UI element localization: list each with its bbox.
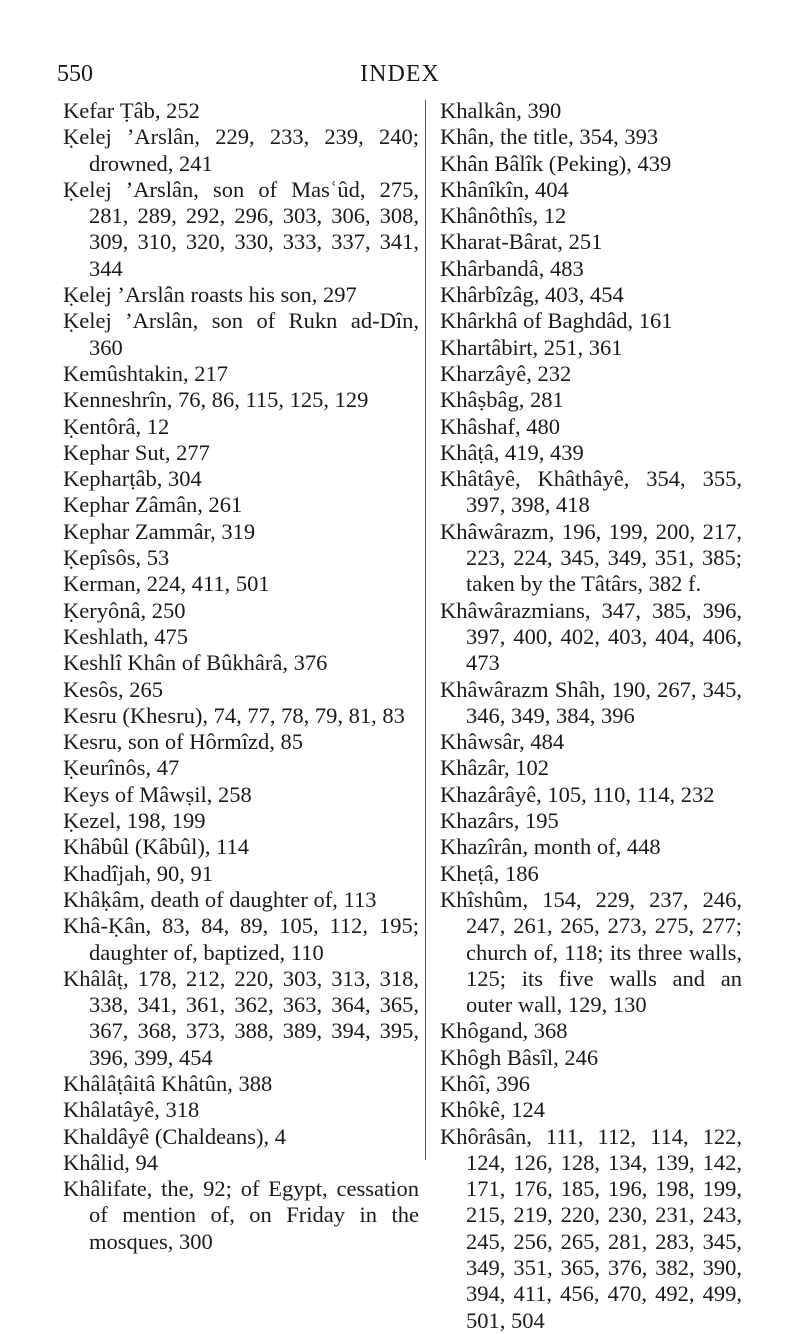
index-entry: Khâ-Ḳân, 83, 84, 89, 105, 112, 195; daughter of, baptized, 110: [63, 913, 419, 965]
index-entry: Khalkân, 390: [440, 98, 562, 123]
index-entry: Kefar Ṭâb, 252: [63, 98, 200, 123]
running-head: INDEX: [360, 61, 440, 87]
index-entry: Khârkhâ of Baghdâd, 161: [440, 308, 673, 334]
index-entry: Khâlâṭ, 178, 212, 220, 303, 313, 318, 338, 341, 361, 362, 363, 364, 365, 367, 368, 373, 388, 389, 394, 395, 396, 399, 454: [63, 965, 419, 1070]
index-entry: Khârbîzâg, 403, 454: [440, 282, 624, 308]
index-entry: Khânîkîn, 404: [440, 176, 569, 202]
index-entry: Kemûshtakin, 217: [63, 360, 228, 386]
index-entry: Keshlath, 475: [63, 623, 188, 649]
column-divider: [425, 100, 426, 1160]
index-entry: Kharzâyê, 232: [440, 360, 572, 386]
index-entry: Khâṣbâg, 281: [440, 387, 564, 413]
index-entry: Khân, the title, 354, 393: [440, 124, 659, 150]
index-entry: Khâlifate, the, 92; of Egypt, cessation of mention of, on Friday in the mosques, 300: [63, 1176, 419, 1254]
index-entry: Ḳelej ’Arslân, 229, 233, 239, 240; drowned, 241: [63, 124, 419, 176]
index-entry: Khâwârazm, 196, 199, 200, 217, 223, 224, 345, 349, 351, 385; taken by the Tâtârs, 382 f.: [440, 518, 742, 597]
index-entry: Ḳentôrâ, 12: [63, 413, 170, 439]
index-entry: Khôrâsân, 111, 112, 114, 122, 124, 126, 128, 134, 139, 142, 171, 176, 185, 196, 198, 199, 215, 219, 220, 230, 231, 243, 245, 256, 265, 281, 283, 345, 349, 351, 365, 376, 382, 390, 394, 411, 456, 470, 492, 499, 501, 504: [440, 1123, 742, 1333]
index-entry: Ḳeurînôs, 47: [63, 755, 180, 781]
index-column-right: [440, 98, 742, 1334]
index-entry: Kerman, 224, 411, 501: [63, 571, 270, 597]
index-entry: Khânôthîs, 12: [440, 203, 567, 229]
index-entry: Khazîrân, month of, 448: [440, 834, 661, 860]
index-column-left: [63, 98, 419, 1255]
index-entry: Ḳelej ’Arslân, son of Rukn ad-Dîn, 360: [63, 308, 419, 360]
index-entry: Khaldâyê (Chaldeans), 4: [63, 1123, 287, 1149]
index-entry: Khârbandâ, 483: [440, 255, 584, 281]
index-entry: Khartâbirt, 251, 361: [440, 334, 623, 360]
index-entry: Khâlid, 94: [63, 1149, 158, 1175]
index-entry: Kepharṭâb, 304: [63, 466, 202, 492]
index-entry: Ḳelej ’Arslân roasts his son, 297: [63, 282, 357, 308]
index-entry: Khâtâyê, Khâthâyê, 354, 355, 397, 398, 418: [440, 466, 742, 518]
index-entry: Kesôs, 265: [63, 676, 163, 702]
index-entry: Kharat-Bârat, 251: [440, 229, 603, 255]
index-entry: Khâlatâyê, 318: [63, 1097, 200, 1123]
page-number: 550: [57, 61, 93, 87]
index-entry: Khôkê, 124: [440, 1097, 545, 1123]
index-entry: Khâwârazmians, 347, 385, 396, 397, 400, 402, 403, 404, 406, 473: [440, 597, 742, 676]
index-entry: Kephar Zammâr, 319: [63, 518, 256, 544]
index-entry: Ḳelej ’Arslân, son of Masʿûd, 275, 281, 289, 292, 296, 303, 306, 308, 309, 310, 320, 330, 333, 337, 341, 344: [63, 176, 419, 281]
index-entry: Khâṭâ, 419, 439: [440, 439, 584, 465]
index-entry: Keys of Mâwṣil, 258: [63, 781, 252, 807]
index-entry: Kephar Zâmân, 261: [63, 492, 243, 518]
index-entry: Khôgand, 368: [440, 1018, 568, 1044]
index-entry: Kephar Sut, 277: [63, 439, 210, 465]
index-entry: Khadîjah, 90, 91: [63, 860, 213, 886]
index-entry: Khôî, 396: [440, 1070, 530, 1096]
index-entry: Khîshûm, 154, 229, 237, 246, 247, 261, 265, 273, 275, 277; church of, 118; its three walls, 125; its five walls and an outer wall, 129, 130: [440, 886, 742, 1018]
index-entry: Ḳezel, 198, 199: [63, 808, 206, 834]
index-entry: Khâwsâr, 484: [440, 729, 565, 755]
index-entry: Khâbûl (Kâbûl), 114: [63, 834, 249, 860]
index-entry: Ḳeryônâ, 250: [63, 597, 186, 623]
index-entry: Khân Bâlîk (Peking), 439: [440, 150, 672, 176]
index-entry: Khâshaf, 480: [440, 413, 560, 439]
index-entry: Khôgh Bâsîl, 246: [440, 1044, 599, 1070]
index-entry: Khazârâyê, 105, 110, 114, 232: [440, 781, 715, 807]
index-entry: Kheṭâ, 186: [440, 860, 539, 886]
index-entry: Keshlî Khân of Bûkhârâ, 376: [63, 650, 328, 676]
index-entry: Khazârs, 195: [440, 808, 559, 834]
index-entry: Ḳepîsôs, 53: [63, 545, 170, 571]
index-entry: Kenneshrîn, 76, 86, 115, 125, 129: [63, 387, 369, 413]
index-entry: Kesru, son of Hôrmîzd, 85: [63, 729, 303, 755]
index-entry: Khâḳâm, death of daughter of, 113: [63, 886, 377, 912]
index-entry: Kesru (Khesru), 74, 77, 78, 79, 81, 83: [63, 702, 405, 728]
index-entry: Khâlâṭâitâ Khâtûn, 388: [63, 1070, 273, 1096]
index-entry: Khâzâr, 102: [440, 755, 550, 781]
index-entry: Khâwârazm Shâh, 190, 267, 345, 346, 349, 384, 396: [440, 676, 742, 728]
